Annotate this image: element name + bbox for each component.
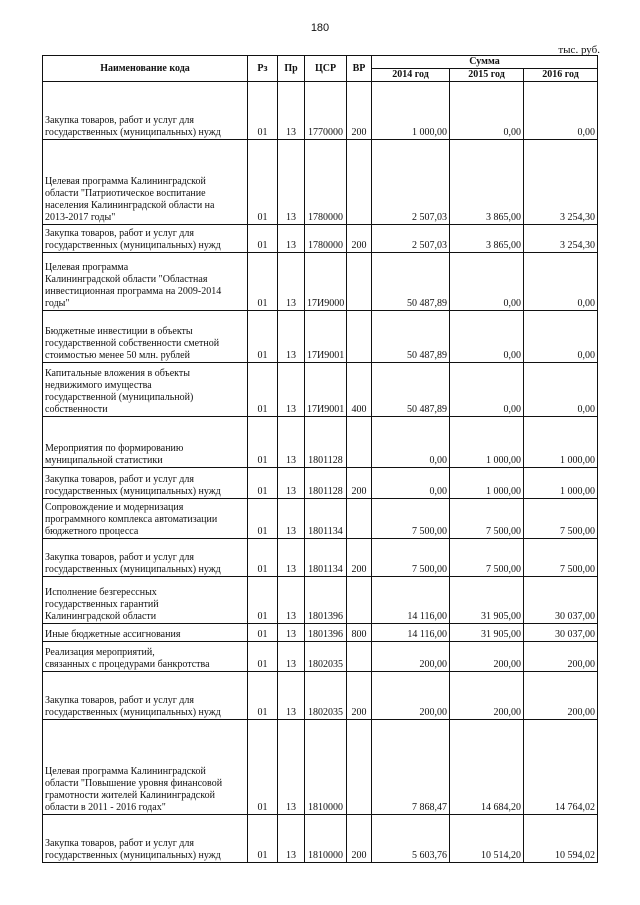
cell-rz: 01 bbox=[248, 253, 278, 311]
cell-2015: 0,00 bbox=[450, 82, 524, 140]
cell-2016: 0,00 bbox=[524, 82, 598, 140]
row-name-line: государственной (муниципальной) bbox=[45, 392, 194, 403]
cell-2015: 0,00 bbox=[450, 253, 524, 311]
row-name bbox=[43, 140, 248, 225]
cell-csr: 1801134 bbox=[305, 499, 347, 539]
cell-2016: 200,00 bbox=[524, 642, 598, 672]
cell-csr: 1801134 bbox=[305, 539, 347, 577]
cell-rz: 01 bbox=[248, 140, 278, 225]
header-2016: 2016 год bbox=[524, 69, 598, 82]
cell-vr: 200 bbox=[347, 468, 372, 499]
cell-2016: 1 000,00 bbox=[524, 417, 598, 468]
cell-2015: 1 000,00 bbox=[450, 417, 524, 468]
cell-2015: 31 905,00 bbox=[450, 577, 524, 624]
cell-2014: 2 507,03 bbox=[372, 140, 450, 225]
cell-2015: 7 500,00 bbox=[450, 539, 524, 577]
cell-2015: 200,00 bbox=[450, 672, 524, 720]
cell-csr: 17И9000 bbox=[305, 253, 347, 311]
row-name bbox=[43, 577, 248, 624]
row-name-line: государственных (муниципальных) нужд bbox=[45, 564, 221, 575]
row-name bbox=[43, 672, 248, 720]
cell-2016: 0,00 bbox=[524, 363, 598, 417]
cell-rz: 01 bbox=[248, 720, 278, 815]
row-name bbox=[43, 363, 248, 417]
row-name bbox=[43, 624, 248, 642]
cell-2016: 30 037,00 bbox=[524, 624, 598, 642]
row-name bbox=[43, 82, 248, 140]
cell-2014: 50 487,89 bbox=[372, 253, 450, 311]
cell-rz: 01 bbox=[248, 468, 278, 499]
row-name-line: области "Патриотическое воспитание bbox=[45, 188, 206, 199]
row-name bbox=[43, 225, 248, 253]
header-2015: 2015 год bbox=[450, 69, 524, 82]
row-name-line: государственных (муниципальных) нужд bbox=[45, 240, 221, 251]
row-name-line: Капитальные вложения в объекты bbox=[45, 368, 190, 379]
cell-2015: 3 865,00 bbox=[450, 140, 524, 225]
cell-pr: 13 bbox=[278, 642, 305, 672]
row-name-line: Реализация мероприятий, bbox=[45, 647, 155, 658]
row-name-line: Закупка товаров, работ и услуг для bbox=[45, 228, 194, 239]
cell-2014: 50 487,89 bbox=[372, 363, 450, 417]
cell-csr: 17И9001 bbox=[305, 363, 347, 417]
row-name-line: Сопровождение и модернизация bbox=[45, 502, 184, 513]
row-name bbox=[43, 417, 248, 468]
cell-2016: 7 500,00 bbox=[524, 539, 598, 577]
cell-vr: 800 bbox=[347, 624, 372, 642]
table-row bbox=[43, 642, 598, 672]
row-name-line: Исполнение безгерессных bbox=[45, 587, 157, 598]
header-sum: Сумма bbox=[372, 56, 598, 69]
cell-rz: 01 bbox=[248, 672, 278, 720]
row-name-line: Закупка товаров, работ и услуг для bbox=[45, 838, 194, 849]
row-name-line: Бюджетные инвестиции в объекты bbox=[45, 326, 193, 337]
table-row bbox=[43, 539, 598, 577]
table-body bbox=[43, 82, 598, 863]
table-row bbox=[43, 624, 598, 642]
row-name-line: Целевая программа bbox=[45, 262, 129, 273]
cell-2016: 30 037,00 bbox=[524, 577, 598, 624]
cell-vr bbox=[347, 417, 372, 468]
row-name-line: Закупка товаров, работ и услуг для bbox=[45, 695, 194, 706]
cell-csr: 1801128 bbox=[305, 468, 347, 499]
cell-pr: 13 bbox=[278, 253, 305, 311]
cell-vr bbox=[347, 499, 372, 539]
cell-rz: 01 bbox=[248, 577, 278, 624]
row-name bbox=[43, 539, 248, 577]
header-2014: 2014 год bbox=[372, 69, 450, 82]
row-name bbox=[43, 642, 248, 672]
row-name-line: муниципальной статистики bbox=[45, 455, 163, 466]
cell-2015: 200,00 bbox=[450, 642, 524, 672]
row-name-line: Калининградской области bbox=[45, 611, 157, 622]
row-name-line: государственной собственности сметной bbox=[45, 338, 220, 349]
cell-csr: 1801128 bbox=[305, 417, 347, 468]
cell-pr: 13 bbox=[278, 624, 305, 642]
cell-2015: 0,00 bbox=[450, 311, 524, 363]
row-name-line: связанных с процедурами банкротства bbox=[45, 659, 210, 670]
units-label: тыс. руб. bbox=[558, 44, 600, 56]
cell-2014: 14 116,00 bbox=[372, 577, 450, 624]
row-name-line: Целевая программа Калининградской bbox=[45, 766, 206, 777]
row-name-line: области в 2011 - 2016 годах" bbox=[45, 802, 166, 813]
table-row bbox=[43, 253, 598, 311]
cell-vr: 200 bbox=[347, 225, 372, 253]
cell-pr: 13 bbox=[278, 672, 305, 720]
cell-2015: 7 500,00 bbox=[450, 499, 524, 539]
table-row bbox=[43, 311, 598, 363]
cell-csr: 1810000 bbox=[305, 815, 347, 863]
cell-2016: 3 254,30 bbox=[524, 140, 598, 225]
cell-csr: 1810000 bbox=[305, 720, 347, 815]
table-row bbox=[43, 363, 598, 417]
row-name bbox=[43, 253, 248, 311]
cell-vr: 200 bbox=[347, 815, 372, 863]
cell-rz: 01 bbox=[248, 539, 278, 577]
cell-rz: 01 bbox=[248, 417, 278, 468]
row-name-line: государственных (муниципальных) нужд bbox=[45, 127, 221, 138]
row-name-line: Мероприятия по формированию bbox=[45, 443, 184, 454]
row-name bbox=[43, 815, 248, 863]
cell-2016: 10 594,02 bbox=[524, 815, 598, 863]
cell-rz: 01 bbox=[248, 363, 278, 417]
table-row bbox=[43, 720, 598, 815]
cell-2016: 0,00 bbox=[524, 311, 598, 363]
cell-pr: 13 bbox=[278, 815, 305, 863]
row-name-line: программного комплекса автоматизации bbox=[45, 514, 218, 525]
cell-csr: 1780000 bbox=[305, 140, 347, 225]
cell-vr bbox=[347, 311, 372, 363]
table-row bbox=[43, 417, 598, 468]
cell-vr: 200 bbox=[347, 82, 372, 140]
cell-2016: 3 254,30 bbox=[524, 225, 598, 253]
cell-2014: 50 487,89 bbox=[372, 311, 450, 363]
cell-vr: 200 bbox=[347, 672, 372, 720]
table-row bbox=[43, 140, 598, 225]
table-row bbox=[43, 82, 598, 140]
cell-rz: 01 bbox=[248, 311, 278, 363]
cell-2014: 0,00 bbox=[372, 417, 450, 468]
cell-rz: 01 bbox=[248, 82, 278, 140]
cell-vr bbox=[347, 577, 372, 624]
row-name bbox=[43, 311, 248, 363]
cell-2014: 1 000,00 bbox=[372, 82, 450, 140]
cell-vr bbox=[347, 253, 372, 311]
cell-pr: 13 bbox=[278, 311, 305, 363]
table-row bbox=[43, 225, 598, 253]
cell-pr: 13 bbox=[278, 82, 305, 140]
row-name-line: Калининградской области "Областная bbox=[45, 274, 208, 285]
cell-pr: 13 bbox=[278, 499, 305, 539]
cell-2016: 200,00 bbox=[524, 672, 598, 720]
table-row bbox=[43, 499, 598, 539]
cell-vr: 200 bbox=[347, 539, 372, 577]
cell-2014: 200,00 bbox=[372, 642, 450, 672]
cell-pr: 13 bbox=[278, 539, 305, 577]
cell-pr: 13 bbox=[278, 577, 305, 624]
cell-2016: 7 500,00 bbox=[524, 499, 598, 539]
cell-pr: 13 bbox=[278, 417, 305, 468]
cell-2014: 7 500,00 bbox=[372, 539, 450, 577]
table-row bbox=[43, 672, 598, 720]
table-row bbox=[43, 468, 598, 499]
cell-vr bbox=[347, 720, 372, 815]
budget-table bbox=[42, 55, 598, 863]
cell-csr: 1801396 bbox=[305, 624, 347, 642]
cell-2014: 7 500,00 bbox=[372, 499, 450, 539]
cell-2015: 31 905,00 bbox=[450, 624, 524, 642]
cell-2014: 7 868,47 bbox=[372, 720, 450, 815]
cell-pr: 13 bbox=[278, 225, 305, 253]
cell-csr: 1780000 bbox=[305, 225, 347, 253]
cell-2015: 0,00 bbox=[450, 363, 524, 417]
row-name bbox=[43, 468, 248, 499]
cell-2015: 1 000,00 bbox=[450, 468, 524, 499]
cell-vr bbox=[347, 642, 372, 672]
cell-vr: 400 bbox=[347, 363, 372, 417]
cell-2016: 14 764,02 bbox=[524, 720, 598, 815]
row-name-line: инвестиционная программа на 2009-2014 bbox=[45, 286, 222, 297]
row-name-line: стоимостью менее 50 млн. рублей bbox=[45, 350, 190, 361]
row-name-line: Целевая программа Калининградской bbox=[45, 176, 206, 187]
cell-rz: 01 bbox=[248, 815, 278, 863]
cell-csr: 1801396 bbox=[305, 577, 347, 624]
header-rz: Рз bbox=[248, 56, 278, 82]
cell-pr: 13 bbox=[278, 140, 305, 225]
row-name-line: Иные бюджетные ассигнования bbox=[45, 629, 181, 640]
row-name-line: населения Калининградской области на bbox=[45, 200, 215, 211]
cell-rz: 01 bbox=[248, 642, 278, 672]
row-name-line: грамотности жителей Калининградской bbox=[45, 790, 215, 801]
cell-2014: 0,00 bbox=[372, 468, 450, 499]
cell-csr: 1802035 bbox=[305, 642, 347, 672]
cell-vr bbox=[347, 140, 372, 225]
row-name-line: бюджетного процесса bbox=[45, 526, 139, 537]
cell-rz: 01 bbox=[248, 624, 278, 642]
row-name bbox=[43, 720, 248, 815]
cell-rz: 01 bbox=[248, 225, 278, 253]
cell-2015: 3 865,00 bbox=[450, 225, 524, 253]
row-name-line: Закупка товаров, работ и услуг для bbox=[45, 115, 194, 126]
row-name-line: недвижимого имущества bbox=[45, 380, 152, 391]
table-row bbox=[43, 577, 598, 624]
cell-csr: 1770000 bbox=[305, 82, 347, 140]
row-name-line: государственных (муниципальных) нужд bbox=[45, 707, 221, 718]
cell-2016: 1 000,00 bbox=[524, 468, 598, 499]
header-vr: ВР bbox=[347, 56, 372, 82]
row-name-line: Закупка товаров, работ и услуг для bbox=[45, 474, 194, 485]
header-pr: Пр bbox=[278, 56, 305, 82]
page-number: 180 bbox=[310, 22, 330, 34]
row-name-line: государственных (муниципальных) нужд bbox=[45, 850, 221, 861]
cell-2016: 0,00 bbox=[524, 253, 598, 311]
row-name-line: 2013-2017 годы" bbox=[45, 212, 116, 223]
row-name-line: собственности bbox=[45, 404, 108, 415]
row-name-line: Закупка товаров, работ и услуг для bbox=[45, 552, 194, 563]
cell-2014: 14 116,00 bbox=[372, 624, 450, 642]
cell-csr: 17И9001 bbox=[305, 311, 347, 363]
cell-pr: 13 bbox=[278, 363, 305, 417]
cell-2014: 2 507,03 bbox=[372, 225, 450, 253]
cell-2015: 14 684,20 bbox=[450, 720, 524, 815]
row-name-line: государственных гарантий bbox=[45, 599, 159, 610]
row-name bbox=[43, 499, 248, 539]
header-name: Наименование кода bbox=[43, 56, 248, 82]
row-name-line: области "Повышение уровня финансовой bbox=[45, 778, 223, 789]
cell-pr: 13 bbox=[278, 468, 305, 499]
row-name-line: государственных (муниципальных) нужд bbox=[45, 486, 221, 497]
table-row bbox=[43, 815, 598, 863]
row-name-line: годы" bbox=[45, 298, 70, 309]
cell-2014: 200,00 bbox=[372, 672, 450, 720]
cell-pr: 13 bbox=[278, 720, 305, 815]
cell-2014: 5 603,76 bbox=[372, 815, 450, 863]
cell-csr: 1802035 bbox=[305, 672, 347, 720]
cell-rz: 01 bbox=[248, 499, 278, 539]
cell-2015: 10 514,20 bbox=[450, 815, 524, 863]
header-csr: ЦСР bbox=[305, 56, 347, 82]
